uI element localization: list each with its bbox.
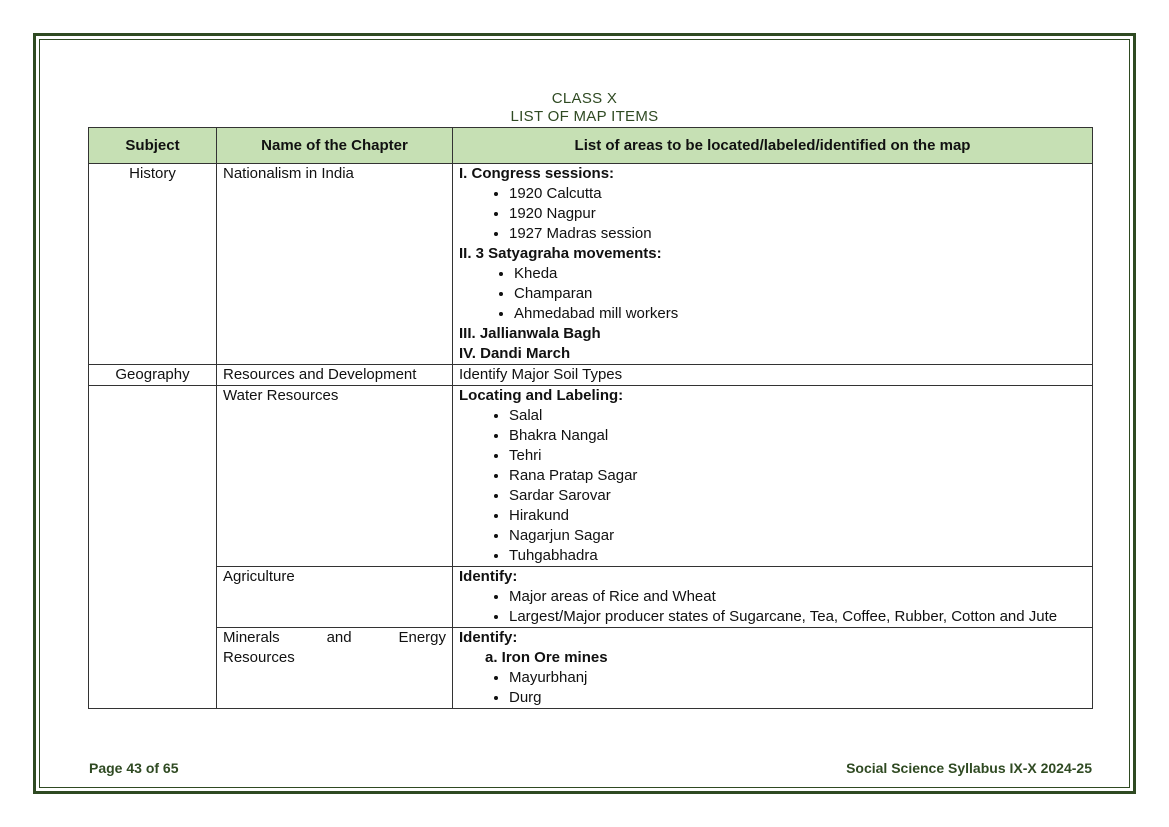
- header-subject: Subject: [89, 128, 217, 164]
- areas-cell: Identify Major Soil Types: [453, 365, 1093, 386]
- list-title: LIST OF MAP ITEMS: [510, 108, 659, 125]
- table-row: [89, 365, 1093, 386]
- list-item: • Hirakund: [509, 506, 1086, 526]
- bullet-list: [459, 264, 1086, 324]
- bullet-list: [459, 587, 1086, 627]
- chapter-word: Minerals: [223, 629, 280, 646]
- bullet-list: [459, 184, 1086, 244]
- sub-heading: a. Iron Ore mines: [485, 649, 608, 666]
- bullet-list: [459, 406, 1086, 566]
- subject-cell-empty: [89, 386, 217, 709]
- list-item: • Champaran: [514, 284, 1086, 304]
- list-item: • Rana Pratap Sagar: [509, 466, 1086, 486]
- section-heading: I. Congress sessions:: [459, 165, 615, 182]
- list-item: • Nagarjun Sagar: [509, 526, 1086, 546]
- table-row: [89, 164, 1093, 365]
- subject-cell: History: [89, 164, 217, 365]
- chapter-line: Resources: [223, 649, 295, 666]
- list-item: • 1920 Nagpur: [509, 204, 1086, 224]
- chapter-word: Energy: [398, 629, 446, 646]
- list-item: • 1920 Calcutta: [509, 184, 1086, 204]
- header-chapter: Name of the Chapter: [217, 128, 453, 164]
- section-heading: III. Jallianwala Bagh: [459, 325, 601, 342]
- class-title: CLASS X: [551, 90, 618, 107]
- chapter-cell: Agriculture: [217, 567, 453, 628]
- section-heading: Identify:: [459, 629, 518, 646]
- list-item: • Bhakra Nangal: [509, 426, 1086, 446]
- list-item: • 1927 Madras session: [509, 224, 1086, 244]
- document-name: Social Science Syllabus IX-X 2024-25: [846, 760, 1092, 776]
- section-heading: IV. Dandi March: [459, 345, 571, 362]
- list-item: • Salal: [509, 406, 1086, 426]
- chapter-cell: Resources and Development: [217, 365, 453, 386]
- areas-cell: [453, 567, 1093, 628]
- header-row: [89, 128, 1093, 164]
- list-item: • Major areas of Rice and Wheat: [509, 587, 1086, 607]
- chapter-line: [223, 628, 446, 648]
- list-item: • Largest/Major producer states of Sugarcane, Tea, Coffee, Rubber, Cotton and Jute: [509, 607, 1086, 627]
- table-row: [89, 567, 1093, 628]
- map-items-table: [88, 127, 1093, 709]
- list-item: • Ahmedabad mill workers: [514, 304, 1086, 324]
- chapter-cell: Nationalism in India: [217, 164, 453, 365]
- section-heading: Locating and Labeling:: [459, 387, 624, 404]
- areas-cell: [453, 628, 1093, 709]
- table-row: [89, 386, 1093, 567]
- header-areas: List of areas to be located/labeled/identified on the map: [453, 128, 1093, 164]
- list-item: • Mayurbhanj: [509, 668, 1086, 688]
- section-heading: Identify:: [459, 568, 518, 585]
- table-row: [89, 628, 1093, 709]
- chapter-cell: [217, 628, 453, 709]
- section-heading: II. 3 Satyagraha movements:: [459, 245, 662, 262]
- bullet-list: [459, 668, 1086, 708]
- list-item: • Sardar Sarovar: [509, 486, 1086, 506]
- list-item: • Tehri: [509, 446, 1086, 466]
- page-number: Page 43 of 65: [89, 760, 179, 776]
- chapter-word: and: [326, 629, 352, 646]
- list-item: • Durg: [509, 688, 1086, 708]
- subject-cell: Geography: [89, 365, 217, 386]
- list-item: • Tuhgabhadra: [509, 546, 1086, 566]
- areas-cell: [453, 386, 1093, 567]
- chapter-cell: Water Resources: [217, 386, 453, 567]
- areas-cell: [453, 164, 1093, 365]
- list-item: • Kheda: [514, 264, 1086, 284]
